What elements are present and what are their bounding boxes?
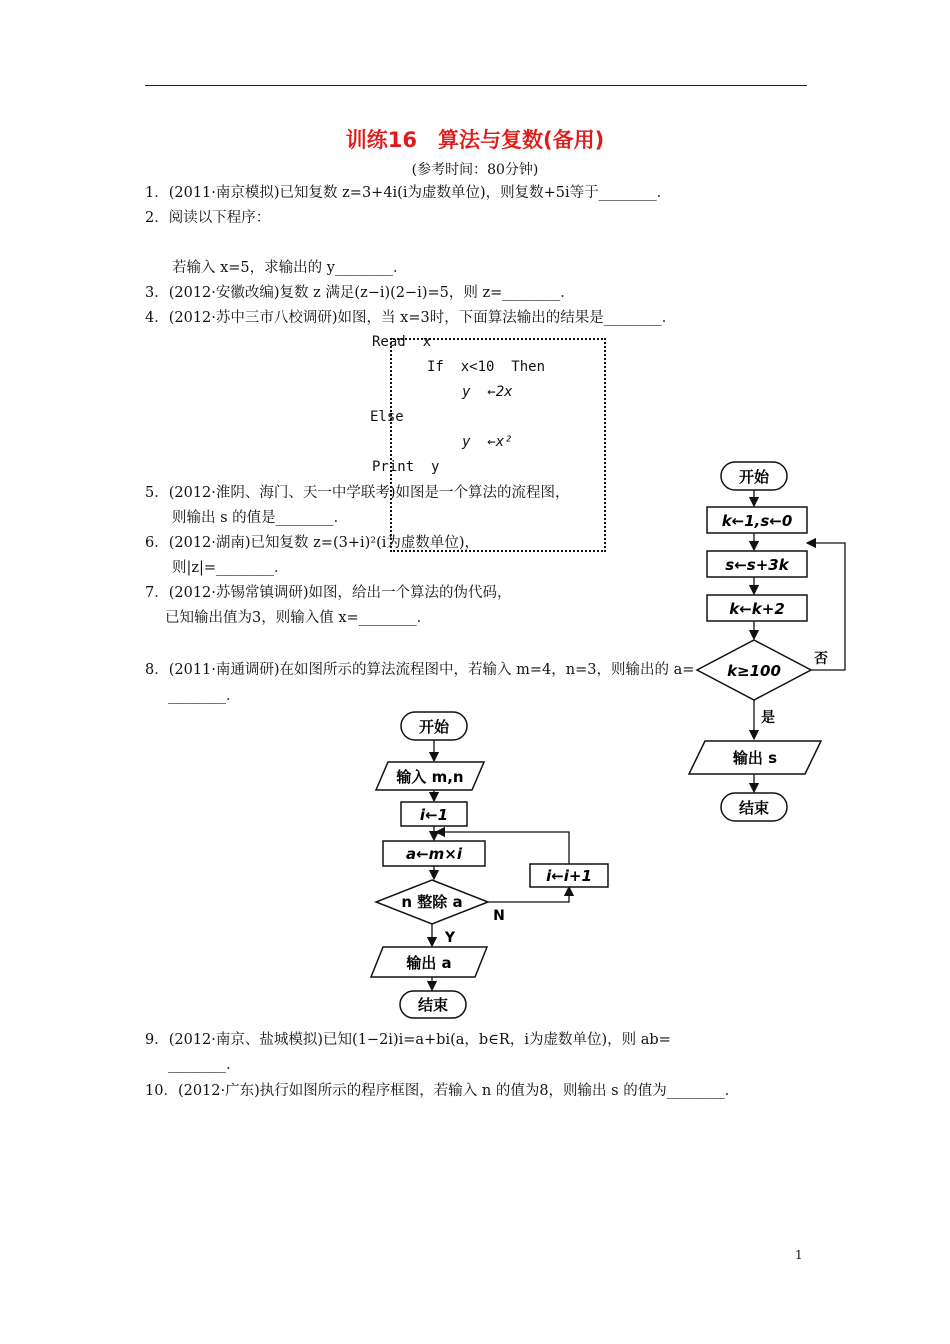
- question-7-ask: 已知输出值为3，则输入值 x=________．: [165, 610, 432, 626]
- flow2-output-label: 输出 a: [406, 954, 452, 972]
- flow1-decision-label: k≥100: [727, 662, 781, 680]
- page-subtitle: (参考时间：80分钟): [411, 162, 539, 178]
- flow2-input-label: 输入 m,n: [396, 768, 464, 786]
- flow1-step2-label: k←k+2: [729, 600, 785, 618]
- flow2-incr-label: i←i+1: [546, 867, 592, 885]
- flow2-yes-label: Y: [444, 930, 456, 946]
- flow1-yes-label: 是: [761, 710, 775, 726]
- flow2-start-label: 开始: [418, 718, 450, 736]
- question-7: 7．(2012·苏锡常镇调研)如图，给出一个算法的伪代码，: [145, 585, 512, 601]
- question-6: 6．(2012·湖南)已知复数 z=(3+i)²(i为虚数单位)，: [145, 535, 480, 551]
- flow2-no-label: N: [493, 908, 505, 924]
- flow1-start-label: 开始: [738, 468, 770, 486]
- flow1-step1-label: s←s+3k: [725, 556, 789, 574]
- question-9-ask: ________．: [168, 1057, 241, 1073]
- page-title: 训练16 算法与复数(备用): [345, 128, 605, 152]
- flow1-end-label: 结束: [738, 799, 770, 817]
- question-10: 10．(2012·广东)执行如图所示的程序框图，若输入 n 的值为8，则输出 s 的值为________．: [145, 1083, 740, 1099]
- flow1-output-label: 输出 s: [732, 749, 778, 767]
- flow2-end-label: 结束: [417, 996, 449, 1014]
- question-4: 4．(2012·苏中三市八校调研)如图，当 x=3时，下面算法输出的结果是________．: [145, 310, 677, 326]
- question-2: 2．阅读以下程序：: [145, 210, 271, 226]
- pseudocode-line-5: y ←x²: [462, 434, 513, 450]
- question-6-ask: 则|z|=________．: [172, 560, 289, 576]
- flow1-no-label: 否: [814, 651, 828, 667]
- question-9: 9．(2012·南京、盐城模拟)已知(1−2i)i=a+bi(a，b∈R，i为虚数单位)，则 ab=: [145, 1032, 671, 1048]
- pseudocode-line-1: Read x: [372, 334, 432, 350]
- question-8-ask: ________．: [168, 688, 241, 704]
- question-8: 8．(2011·南通调研)在如图所示的算法流程图中，若输入 m=4，n=3，则输出的 a=: [145, 662, 695, 678]
- question-5: 5．(2012·淮阴、海门、天一中学联考)如图是一个算法的流程图，: [145, 485, 570, 501]
- pseudocode-line-3: y ←2x: [462, 384, 513, 400]
- pseudocode-line-6: Print y: [372, 459, 440, 475]
- question-3: 3．(2012·安徽改编)复数 z 满足(z−i)(2−i)=5，则 z=________．: [145, 285, 575, 301]
- flow1-init-label: k←1,s←0: [721, 512, 793, 530]
- question-1: 1．(2011·南京模拟)已知复数 z=3+4i(i为虚数单位)，则复数+5i等于________．: [145, 185, 672, 201]
- flow2-decision-label: n 整除 a: [401, 893, 463, 911]
- pseudocode-line-2: If x<10 Then: [427, 359, 546, 375]
- question-5-ask: 则输出 s 的值是________．: [172, 510, 349, 526]
- pseudocode-line-4: Else: [370, 409, 404, 425]
- page-number: 1: [795, 1248, 803, 1262]
- question-2-ask: 若输入 x=5，求输出的 y________．: [172, 260, 408, 276]
- flow2-calc-label: a←m×i: [405, 845, 463, 863]
- flow2-init-label: i←1: [419, 806, 449, 824]
